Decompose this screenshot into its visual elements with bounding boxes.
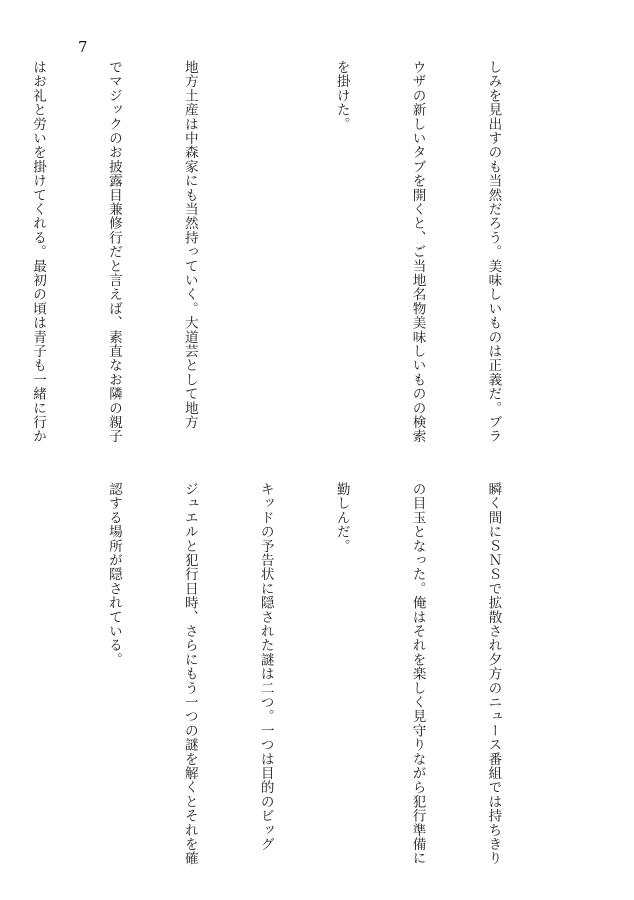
blank-line — [252, 60, 277, 450]
text-line: 瞬く間にＳＮＳで拡散され夕方のニュース番組では持ちきり — [485, 482, 502, 866]
text-line: ウザの新しいタブを開くと、ご当地名物美味しいものの検索 — [409, 60, 426, 444]
blank-line — [25, 482, 50, 872]
text-line: 認する場所が隠されている。 — [105, 482, 122, 667]
text-line: 勤しんだ。 — [333, 482, 350, 553]
text-line: はお礼と労いを掛けてくれる。最初の頃は青子も一緒に行か — [30, 60, 47, 444]
text-line: ジュエルと犯行日時、さらにもう一つの謎を解くとそれを確 — [181, 482, 198, 866]
text-line: キッドの予告状に隠された謎は二つ。一つは目的のビッグ — [257, 482, 274, 852]
text-line: の目玉となった。俺はそれを楽しく見守りながら犯行準備に — [409, 482, 426, 866]
page-number: 7 — [78, 38, 88, 56]
text-line: 地方土産は中森家にも当然持っていく。大道芸として地方 — [181, 60, 198, 430]
text-line: でマジックのお披露目兼修行だと言えば、素直なお隣の親子 — [105, 60, 122, 444]
text-line: を掛けた。 — [333, 60, 350, 131]
text-line: しみを見出すのも当然だろう。美味しいものは正義だ。ブラ — [485, 60, 502, 444]
lower-text-block — [0, 482, 556, 872]
upper-text-block — [0, 60, 556, 450]
